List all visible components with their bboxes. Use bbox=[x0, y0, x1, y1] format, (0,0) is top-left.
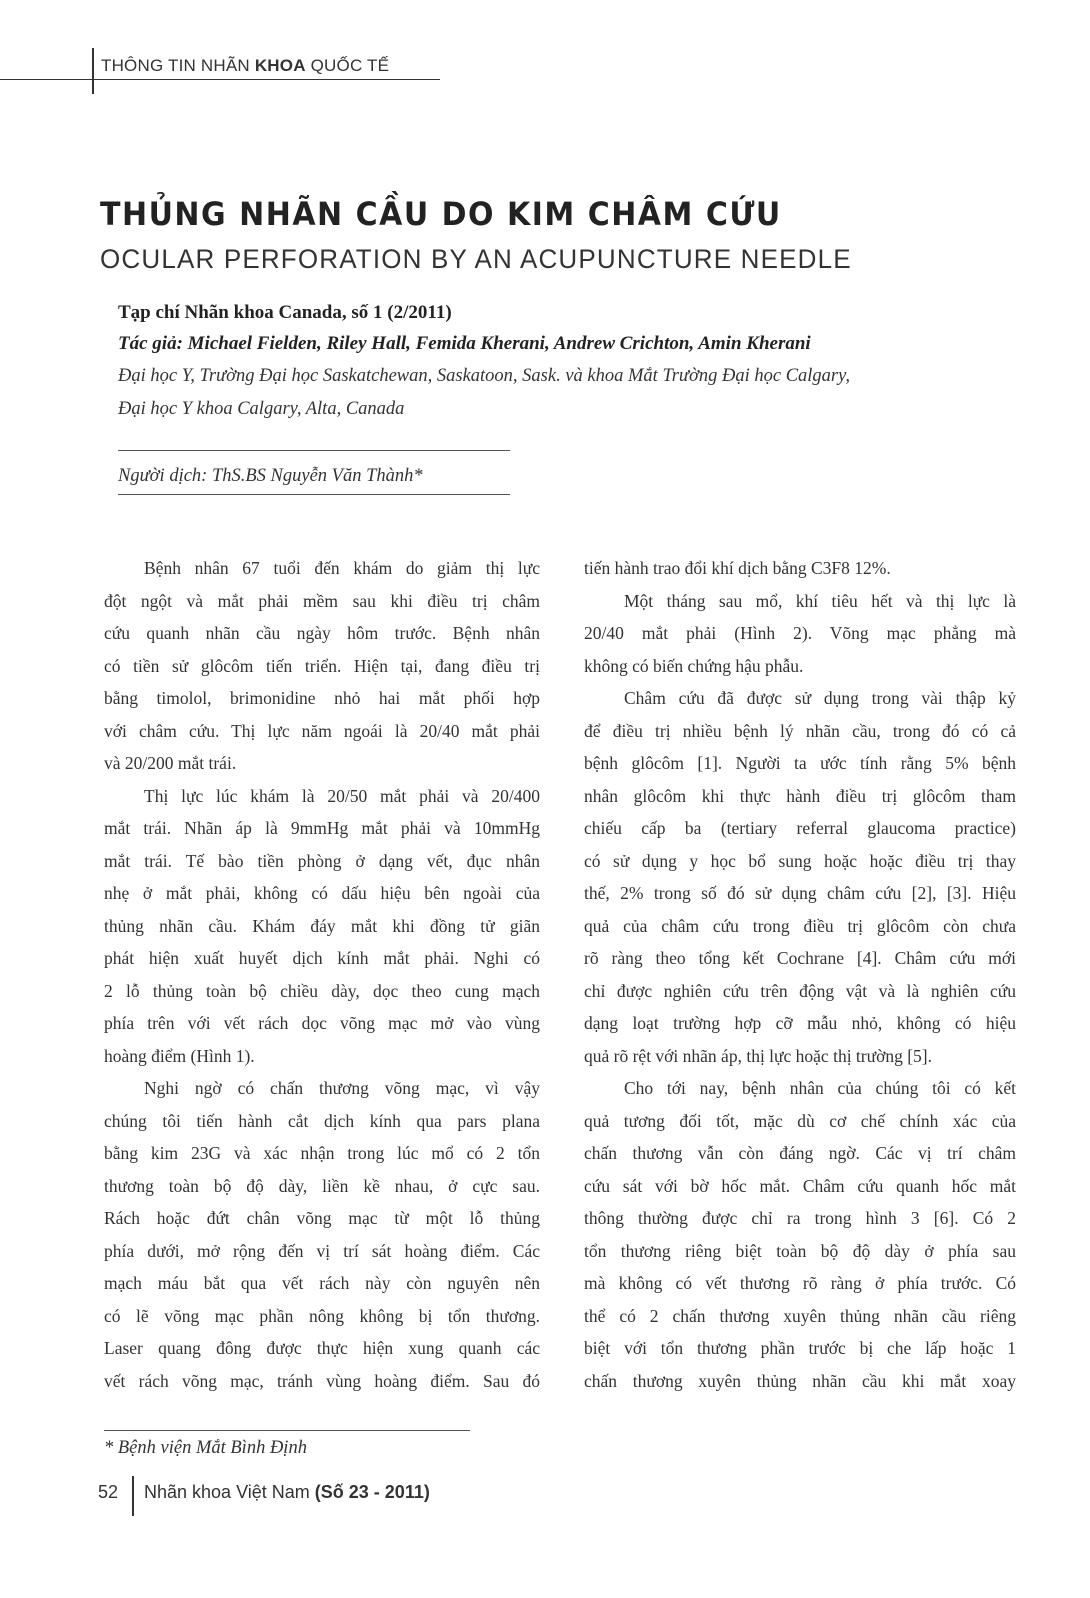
translator-rule-bottom bbox=[118, 494, 510, 495]
text-line: Bệnh nhân 67 tuổi đến khám do giảm thị lực bbox=[144, 558, 540, 578]
text-line: thủng nhãn cầu. Khám đáy mắt khi đồng tử giãn bbox=[104, 915, 540, 936]
text-line: phát hiện xuất huyết dịch kính mắt phải. Nghi có bbox=[104, 948, 540, 968]
translator: Người dịch: ThS.BS Nguyễn Văn Thành* bbox=[118, 466, 423, 486]
text-line: phía trên với vết rách dọc võng mạc mở vào vùng bbox=[104, 1013, 540, 1033]
header-label bbox=[101, 56, 389, 76]
text-line: chấn thương xuyên thủng nhãn cầu khi mắt xoay bbox=[584, 1370, 1016, 1391]
text-line: rõ ràng theo tổng kết Cochrane [4]. Châm cứu mới bbox=[584, 948, 1016, 968]
text-line: để điều trị nhiều bệnh lý nhãn cầu, trong đó có cả bbox=[584, 720, 1016, 741]
header-label-regular: THÔNG TIN NHÃN bbox=[101, 56, 250, 75]
text-line: Cho tới nay, bệnh nhân của chúng tôi có kết bbox=[624, 1078, 1016, 1098]
text-line: vết rách võng mạc, tránh vùng hoàng điểm. Sau đó bbox=[104, 1370, 540, 1391]
text-line: 20/40 mắt phải (Hình 2). Võng mạc phẳng mà bbox=[584, 623, 1016, 643]
text-line: nhân glôcôm khi thực hành điều trị glôcôm tham bbox=[584, 785, 1016, 806]
text-line: quả của châm cứu trong điều trị glôcôm còn chưa bbox=[584, 915, 1016, 936]
translator-rule-top bbox=[118, 450, 510, 451]
footer-issue: (Số 23 - 2011) bbox=[314, 1482, 430, 1502]
text-line: Một tháng sau mổ, khí tiêu hết và thị lực là bbox=[624, 590, 1016, 611]
text-line: quả tương đối tốt, mặc dù cơ chế chính xác của bbox=[584, 1110, 1016, 1131]
text-line: Nghi ngờ có chấn thương võng mạc, vì vậy bbox=[144, 1078, 540, 1098]
text-line: nhẹ ở mắt phải, không có dấu hiệu bên ngoài của bbox=[104, 883, 540, 903]
text-line: quả rõ rệt với nhãn áp, thị lực hoặc thị trường [5]. bbox=[584, 1045, 933, 1066]
running-header bbox=[0, 48, 460, 94]
footer-journal bbox=[144, 1482, 430, 1503]
text-line: Laser quang đông được thực hiện xung quanh các bbox=[104, 1338, 540, 1358]
text-line: cứu quanh nhãn cầu ngày hôm trước. Bệnh nhân bbox=[104, 623, 540, 643]
text-line: với châm cứu. Thị lực năm ngoái là 20/40 mắt phải bbox=[104, 720, 540, 741]
text-line: biệt với tổn thương phần trước bị che lấp hoặc 1 bbox=[584, 1338, 1016, 1358]
text-line: có lẽ võng mạc phần nông không bị tổn thương. bbox=[104, 1305, 540, 1326]
text-line: 2 lỗ thủng toàn bộ chiều dày, dọc theo cung mạch bbox=[104, 980, 540, 1001]
footer-divider bbox=[132, 1476, 134, 1516]
text-line: Rách hoặc đứt chân võng mạc từ một lỗ thủng bbox=[104, 1208, 540, 1228]
body-column-left bbox=[104, 552, 540, 1397]
text-line: Thị lực lúc khám là 20/50 mắt phải và 20/400 bbox=[144, 785, 540, 806]
text-line: không có biến chứng hậu phẫu. bbox=[584, 655, 804, 676]
text-line: bằng kim 23G và xác nhận trong lúc mổ có 2 tổn bbox=[104, 1143, 540, 1163]
text-line: dạng loạt trường hợp cỡ mẫu nhỏ, không có hiệu bbox=[584, 1013, 1016, 1033]
header-rule bbox=[0, 79, 440, 80]
text-line: mắt trái. Tế bào tiền phòng ở dạng vết, đục nhân bbox=[104, 850, 540, 871]
text-line: mà không có vết thương rõ ràng ở phía trước. Có bbox=[584, 1273, 1016, 1293]
text-line: cứu sát với bờ hốc mắt. Châm cứu quanh hốc mắt bbox=[584, 1175, 1016, 1196]
text-line: mắt trái. Nhãn áp là 9mmHg mắt phải và 10mmHg bbox=[104, 818, 540, 838]
text-line: phía dưới, mở rộng đến vị trí sát hoàng điểm. Các bbox=[104, 1240, 540, 1261]
text-line: và 20/200 mắt trái. bbox=[104, 753, 237, 773]
source-citation: Tạp chí Nhãn khoa Canada, số 1 (2/2011) bbox=[118, 302, 452, 323]
footnote: * Bệnh viện Mắt Bình Định bbox=[104, 1438, 307, 1458]
authors: Tác giả: Michael Fielden, Riley Hall, Femida Kherani, Andrew Crichton, Amin Kherani bbox=[118, 333, 811, 354]
text-line: thể có 2 chấn thương xuyên thủng nhãn cầu riêng bbox=[584, 1305, 1016, 1326]
text-line: mạch máu bắt qua vết rách này còn nguyên nên bbox=[104, 1273, 540, 1293]
text-line: chỉ được nghiên cứu trên động vật và là nghiên cứu bbox=[584, 980, 1016, 1001]
body-column-right bbox=[584, 552, 1016, 1397]
header-label-end: QUỐC TẾ bbox=[310, 56, 390, 75]
text-line: chấn thương vẫn còn đáng ngờ. Các vị trí châm bbox=[584, 1143, 1016, 1163]
text-line: đột ngột và mắt phải mềm sau khi điều trị châm bbox=[104, 590, 540, 611]
text-line: hoàng điểm (Hình 1). bbox=[104, 1045, 255, 1066]
header-label-bold: KHOA bbox=[254, 56, 306, 75]
text-line: tiến hành trao đổi khí dịch bằng C3F8 12%. bbox=[584, 558, 891, 578]
text-line: có tiền sử glôcôm tiến triển. Hiện tại, đang điều trị bbox=[104, 655, 540, 676]
text-line: bệnh glôcôm [1]. Người ta ước tính rằng 5% bệnh bbox=[584, 753, 1016, 773]
header-divider bbox=[92, 48, 94, 94]
text-line: thế, 2% trong số đó sử dụng châm cứu [2], [3]. Hiệu bbox=[584, 883, 1016, 903]
footer-journal-name: Nhãn khoa Việt Nam bbox=[144, 1482, 310, 1502]
text-line: có sử dụng y học bổ sung hoặc hoặc điều trị thay bbox=[584, 850, 1016, 871]
article-title: THỦNG NHÃN CẦU DO KIM CHÂM CỨU bbox=[100, 196, 782, 234]
affiliation-line-1: Đại học Y, Trường Đại học Saskatchewan, Saskatoon, Sask. và khoa Mắt Trường Đại học Calgary, bbox=[118, 366, 850, 386]
text-line: chiếu cấp ba (tertiary referral glaucoma practice) bbox=[584, 818, 1016, 838]
page-number: 52 bbox=[98, 1482, 119, 1502]
text-line: Châm cứu đã được sử dụng trong vài thập kỷ bbox=[624, 688, 1016, 708]
footnote-rule bbox=[104, 1430, 470, 1431]
text-line: thương toàn bộ độ dày, liền kề nhau, ở cực sau. bbox=[104, 1175, 540, 1196]
affiliation-line-2: Đại học Y khoa Calgary, Alta, Canada bbox=[118, 399, 405, 419]
article-subtitle: OCULAR PERFORATION BY AN ACUPUNCTURE NEEDLE bbox=[100, 244, 852, 274]
text-line: bằng timolol, brimonidine nhỏ hai mắt phối hợp bbox=[104, 688, 540, 708]
text-line: chúng tôi tiến hành cắt dịch kính qua pars plana bbox=[104, 1110, 540, 1131]
text-line: tổn thương riêng biệt toàn bộ độ dày ở phía sau bbox=[584, 1240, 1016, 1261]
text-line: thông thường được chỉ ra trong hình 3 [6]. Có 2 bbox=[584, 1208, 1016, 1228]
